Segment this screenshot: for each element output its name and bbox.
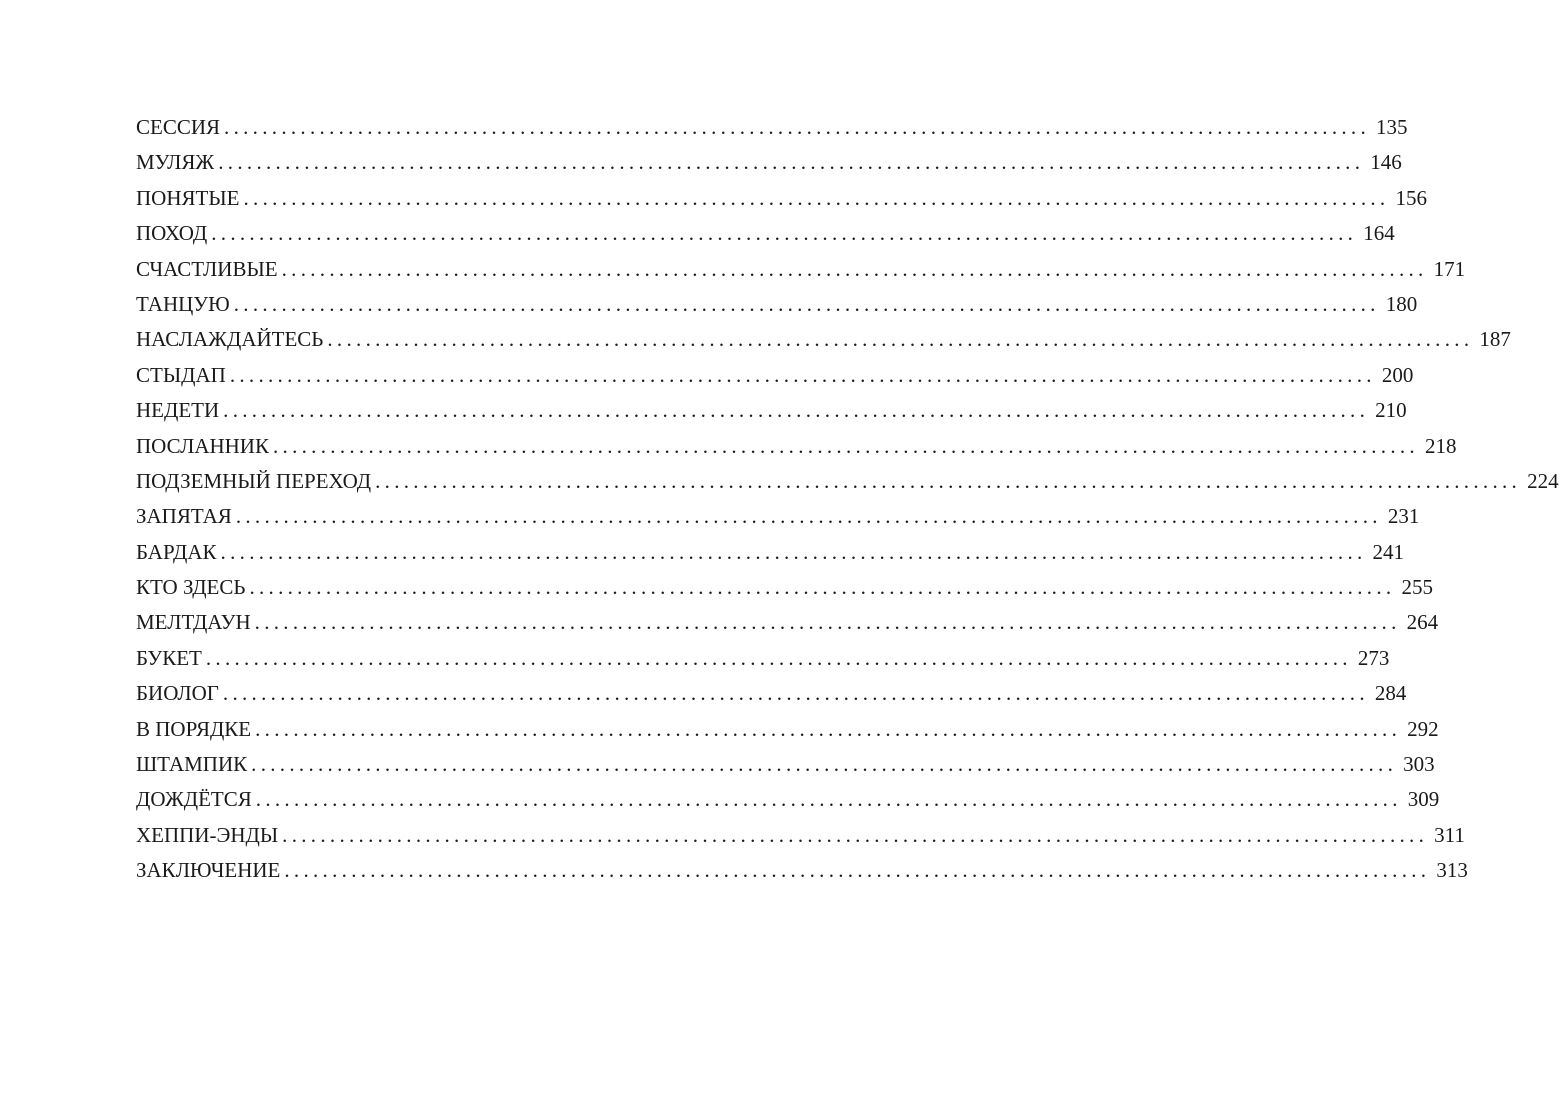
- toc-entry-page: 284: [1374, 681, 1407, 706]
- toc-entry-title: ДОЖДЁТСЯ: [136, 787, 252, 812]
- toc-entry-title: НЕДЕТИ: [136, 398, 220, 423]
- dot-leader: ........................................................................................................................: [282, 822, 1429, 847]
- dot-leader: ........................................................................................................................: [211, 221, 1358, 246]
- toc-entry-title: ХЕППИ-ЭНДЫ: [136, 822, 279, 847]
- toc-entry: [136, 398, 1407, 433]
- toc-entry-title: ПОНЯТЫЕ: [136, 185, 240, 210]
- toc-entry-page: 200: [1381, 362, 1414, 387]
- toc-entry-title: В ПОРЯДКЕ: [136, 716, 252, 741]
- dot-leader: ........................................................................................................................: [255, 716, 1402, 741]
- dot-leader: ........................................................................................................................: [255, 787, 1402, 812]
- toc-entry-page: 309: [1407, 787, 1440, 812]
- toc-entry-title: ПОСЛАННИК: [136, 433, 269, 458]
- toc-entry-page: 292: [1407, 716, 1439, 741]
- dot-leader: ........................................................................................................................: [272, 433, 1419, 458]
- toc-entry: [136, 256, 1466, 292]
- toc-entry-title: МУЛЯЖ: [136, 150, 215, 175]
- toc-entry-page: 210: [1375, 398, 1407, 423]
- toc-entry: [136, 752, 1435, 787]
- toc-entry-title: ШТАМПИК: [136, 752, 248, 777]
- toc-entry-page: 135: [1376, 115, 1408, 139]
- dot-leader: ........................................................................................................................: [251, 752, 1398, 777]
- dot-leader: ........................................................................................................................: [224, 115, 1371, 139]
- toc-entry: [136, 185, 1427, 221]
- toc-entry-title: БАРДАК: [136, 539, 217, 564]
- toc-entry: [136, 362, 1414, 398]
- dot-leader: ........................................................................................................................: [233, 291, 1380, 316]
- toc-entry-title: НАСЛАЖДАЙТЕСЬ: [136, 327, 324, 352]
- dot-leader: ........................................................................................................................: [281, 256, 1428, 281]
- table-of-contents: [136, 115, 1559, 894]
- toc-entry-page: 187: [1479, 327, 1511, 352]
- toc-entry: [136, 822, 1465, 858]
- toc-entry-page: 311: [1434, 822, 1465, 847]
- toc-entry-title: ПОДЗЕМНЫЙ ПЕРЕХОД: [136, 468, 372, 493]
- toc-entry: [136, 681, 1407, 716]
- toc-entry-title: ПОХОД: [136, 221, 208, 246]
- toc-entry-title: БУКЕТ: [136, 645, 202, 670]
- toc-entry-page: 273: [1357, 645, 1390, 670]
- dot-leader: ........................................................................................................................: [243, 185, 1390, 210]
- dot-leader: ........................................................................................................................: [254, 610, 1401, 635]
- dot-leader: ........................................................................................................................: [218, 150, 1365, 175]
- toc-entry: [136, 539, 1405, 575]
- dot-leader: ........................................................................................................................: [327, 327, 1474, 352]
- toc-entry: [136, 645, 1390, 681]
- toc-entry-title: СТЫДАП: [136, 362, 226, 387]
- dot-leader: ........................................................................................................................: [223, 398, 1370, 423]
- dot-leader: ........................................................................................................................: [235, 504, 1382, 529]
- toc-entry-page: 224: [1527, 468, 1559, 493]
- toc-entry-page: 313: [1436, 858, 1468, 883]
- toc-entry: [136, 150, 1402, 185]
- toc-entry-page: 303: [1403, 752, 1435, 777]
- toc-entry-title: БИОЛОГ: [136, 681, 219, 706]
- toc-entry: [136, 575, 1433, 610]
- toc-entry-page: 218: [1424, 433, 1457, 458]
- toc-entry: [136, 610, 1439, 645]
- toc-entry-title: СЕССИЯ: [136, 115, 221, 139]
- dot-leader: ........................................................................................................................: [205, 645, 1352, 670]
- toc-entry-title: ТАНЦУЮ: [136, 291, 230, 316]
- toc-entry-title: МЕЛТДАУН: [136, 610, 251, 635]
- toc-entry-page: 164: [1363, 221, 1395, 246]
- dot-leader: ........................................................................................................................: [229, 362, 1376, 387]
- toc-entry-page: 255: [1401, 575, 1433, 600]
- toc-entry: [136, 115, 1408, 150]
- toc-entry-page: 180: [1385, 291, 1418, 316]
- toc-entry: [136, 221, 1395, 256]
- dot-leader: ........................................................................................................................: [220, 539, 1367, 564]
- toc-entry-title: КТО ЗДЕСЬ: [136, 575, 246, 600]
- toc-entry-page: 171: [1433, 256, 1466, 281]
- toc-entry: [136, 858, 1468, 893]
- toc-entry: [136, 291, 1418, 327]
- toc-entry: [136, 468, 1559, 504]
- toc-entry-page: 156: [1395, 185, 1427, 210]
- toc-entry: [136, 787, 1440, 822]
- dot-leader: ........................................................................................................................: [222, 681, 1369, 706]
- toc-entry: [136, 433, 1457, 469]
- toc-entry-page: 241: [1372, 539, 1405, 564]
- toc-entry-page: 264: [1406, 610, 1439, 635]
- dot-leader: ........................................................................................................................: [284, 858, 1431, 883]
- dot-leader: ........................................................................................................................: [375, 468, 1522, 493]
- toc-entry: [136, 716, 1439, 752]
- toc-entry: [136, 327, 1511, 362]
- toc-entry: [136, 504, 1420, 539]
- toc-entry-page: 146: [1370, 150, 1402, 175]
- toc-entry-title: ЗАКЛЮЧЕНИЕ: [136, 858, 281, 883]
- toc-entry-title: ЗАПЯТАЯ: [136, 504, 232, 529]
- toc-entry-title: СЧАСТЛИВЫЕ: [136, 256, 278, 281]
- dot-leader: ........................................................................................................................: [249, 575, 1396, 600]
- toc-entry-page: 231: [1387, 504, 1420, 529]
